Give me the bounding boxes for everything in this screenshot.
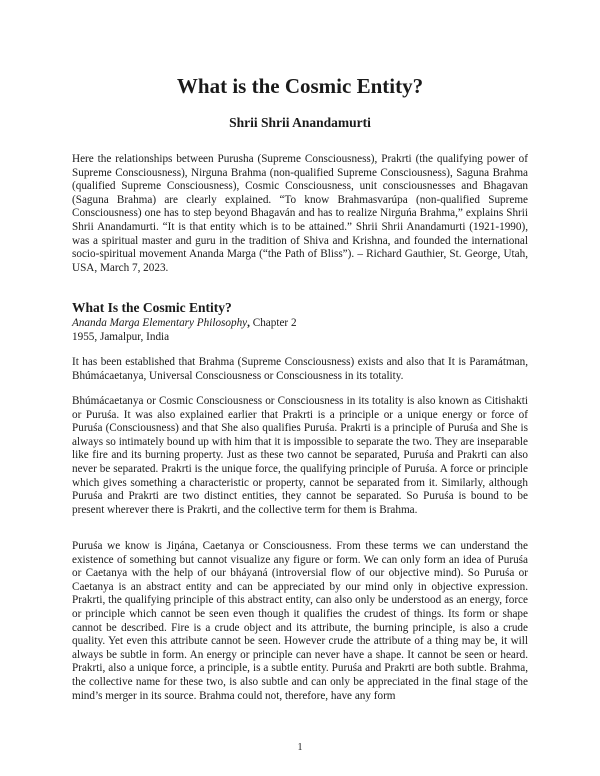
body-paragraph-2: Bhúmácaetanya or Cosmic Consciousness or Consciousness in its totality is also known as Citishakti or Puruśa. It was also explained earlier that Prakrti is a principle or a unique energy or force of Puruśa (Consciousness) and that She also qualifies Puruśa. Prakrti is a principle of Puruśa and She is always so intimately bound up with him that it is impossible to separate the two. They are inseparable like fire and its burning property. Just as these two cannot be separated, Puruśa and Prakrti can also never be separated. Prakrti is the unique force, the qualifying principle of Puruśa. A force or principle which gives something a characteristic or property, cannot be separated from it. Similarly, although Puruśa and Prakrti are two distinct entities, they cannot be separated. So Puruśa is bound to be present wherever there is Prakrti, and the collective term for them is Brahma. [72, 395, 528, 516]
intro-paragraph: Here the relationships between Purusha (Supreme Consciousness), Prakrti (the qualifying power of Supreme Consciousness), Nirguna Brahma (non-qualified Supreme Consciousness), Saguna Brahma (qualified Supreme Consciousness), Cosmic Consciousness, unit consciousnesses and Bhagavan (Saguna Brahma) are clearly explained. “To know Brahmasvarúpa (non-qualified Supreme Consciousness) one has to step beyond Bhagaván and has to realize Nirguńa Brahma,” explains Shrii Shrii Anandamurti. “It is that entity which is to be attained.” Shrii Shrii Anandamurti (1921-1990), was a spiritual master and guru in the tradition of Shiva and Krishna, and founded the international socio-spiritual movement Ananda Marga (“the Path of Bliss”). – Richard Gauthier, St. George, Utah, USA, March 7, 2023. [72, 153, 528, 274]
chapter-label: Chapter 2 [249, 317, 297, 329]
section-heading: What Is the Cosmic Entity? [72, 300, 232, 315]
date-place: 1955, Jamalpur, India [72, 331, 170, 343]
source-citation [72, 317, 297, 331]
body-paragraph-1: It has been established that Brahma (Supreme Consciousness) exists and also that It is Paramátman, Bhúmácaetanya, Universal Consciousness or Consciousness in its totality. [72, 356, 528, 382]
author-name: Shrii Shrii Anandamurti [229, 115, 371, 130]
body-paragraph-3: Puruśa we know is Jiṋána, Caetanya or Consciousness. From these terms we can understand the existence of something but cannot visualize any figure or form. We can only form an idea of Puruśa or Caetanya with the help of our bháyaná (introversial flow of our objective mind). So Puruśa or Caetanya is an abstract entity and can be appreciated by our mind only in objective expression. Prakrti, the qualifying principle of this abstract entity, can also only be understood as an energy, force or principle which cannot be seen even though it qualifies the crudest of things. Its form or shape cannot be described. Fire is a crude object and its attribute, the burning principle, is also a crude quality. Yet even this attribute cannot be seen. However crude the attribute of a thing may be, it will always be subtle in form. An energy or principle can never have a shape. It cannot be seen or heard. Prakrti, also a unique force, a principle, is a subtle entity. Puruśa and Prakrti are both subtle. Brahma, the collective name for these two, is also subtle and can only be appreciated in the final stage of the mind’s merger in its source. Brahma could not, therefore, have any form [72, 540, 528, 702]
citation-comma: , [247, 317, 250, 329]
book-title: Ananda Marga Elementary Philosophy [72, 317, 248, 329]
page-number: 1 [297, 742, 303, 753]
page-title: What is the Cosmic Entity? [176, 74, 424, 98]
